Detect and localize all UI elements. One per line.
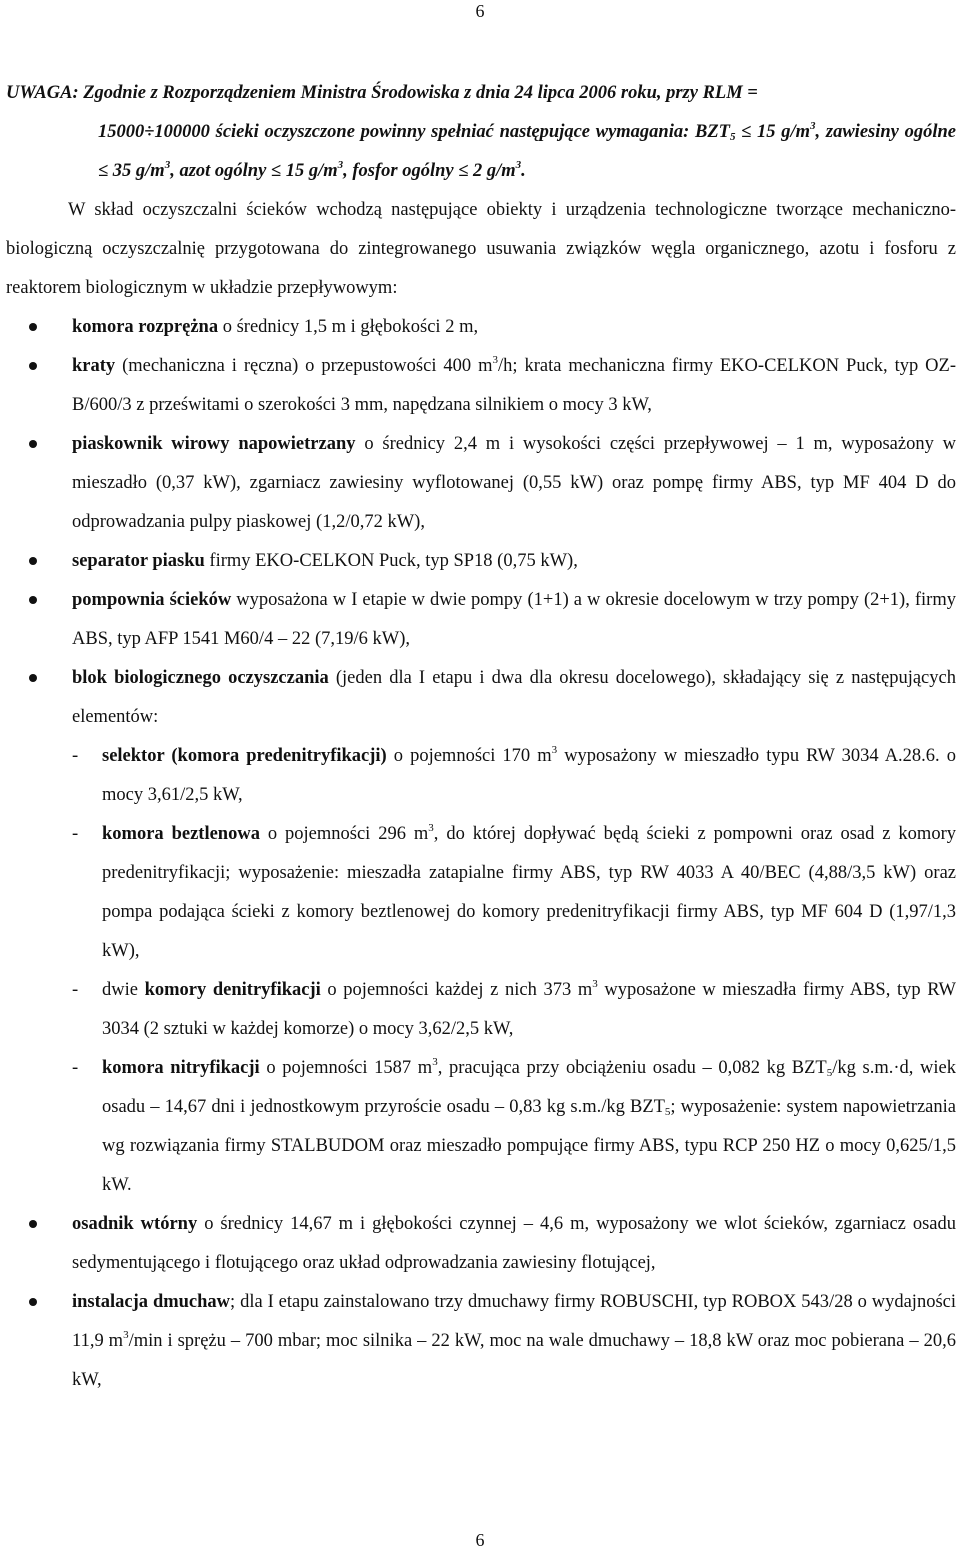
list-item-kraty: kraty (mechaniczna i ręczna) o przepustowości 400 $m^3/h$; krata mechaniczna firmy EKO-CELKON Puck, typ OZ-B/600/3 z prześwitami o szerokości 3 mm, napędzana silnikiem o mocy 3 kW, [6, 347, 956, 425]
sublist-item-selektor: - selektor (komora predenitryfikacji) o pojemności 170 $m^3$ wyposażony w mieszadło typu RW 3034 A.28.6. o mocy 3,61/2,5 kW, [72, 737, 956, 815]
regulation-note-rest: 15000÷100000 ścieki oczyszczone powinny spełniać następujące wymagania: $BZT_5 \le 15$ $g/m^3$, zawiesiny ogólne ≤ 35 $g/m^3$, azot ogólny ≤ 15 $g/m^3$, fosfor ogólny ≤ 2 $g/m^3$. [98, 120, 956, 181]
facility-list [6, 308, 956, 1400]
regulation-note [6, 74, 956, 191]
page-number-top: 6 [475, 1, 485, 21]
dash-icon: - [72, 746, 79, 766]
bullet-icon [29, 362, 37, 370]
regulation-note-line1: UWAGA: Zgodnie z Rozporządzeniem Ministra Środowiska z dnia 24 lipca 2006 roku, przy RLM = [6, 83, 758, 103]
bullet-icon [29, 596, 37, 604]
bullet-icon [29, 674, 37, 682]
blok-sublist [72, 737, 956, 1205]
intro-paragraph: W skład oczyszczalni ścieków wchodzą następujące obiekty i urządzenia technologiczne tworzące mechaniczno-biologiczną oczyszczalnię przygotowana do zintegrowanego usuwania związków węgla organicznego, azotu i fosforu z reaktorem biologicznym w układzie przepływowym: [6, 200, 956, 298]
list-item-piaskownik: piaskownik wirowy napowietrzany o średnicy 2,4 m i wysokości części przepływowej – 1 m, wyposażony w mieszadło (0,37 kW), zgarniacz zawiesiny wyflotowanej (0,55 kW) oraz pompę firmy ABS, typ MF 404 D do odprowadzania pulpy piaskowej (1,2/0,72 kW), [6, 425, 956, 542]
dash-icon: - [72, 980, 79, 1000]
sublist-item-denitryfikacji: - dwie komory denitryfikacji o pojemności każdej z nich 373 $m^3$ wyposażone w mieszadła firmy ABS, typ RW 3034 (2 sztuki w każdej komorze) o mocy 3,62/2,5 kW, [72, 971, 956, 1049]
bullet-icon [29, 1298, 37, 1306]
sublist-item-beztlenowa: - komora beztlenowa o pojemności 296 $m^3$, do której dopływać będą ścieki z pompowni oraz osad z komory predenitryfikacji; wyposażenie: mieszadła zatapialne firmy ABS, typ RW 4033 A 40/BEC (4,88/3,5 kW) oraz pompa podająca ścieki z komory beztlenowej do komory predenitryfikacji firmy ABS, typ MF 604 D (1,97/1,3 kW), [72, 815, 956, 971]
bullet-icon [29, 557, 37, 565]
bullet-icon [29, 323, 37, 331]
sublist-item-nitryfikacji: - komora nitryfikacji o pojemności 1587 $m^3$, pracująca przy obciążeniu osadu – 0,082 kg $BZT_5/kg$ s.m.·d, wiek osadu – 14,67 dni i jednostkowym przyroście osadu – 0,83 kg s.m./kg $BZT_5$; wyposażenie: system napowietrzania wg rozwiązania firmy STALBUDOM oraz mieszadło pompujące firmy ABS, typu RCP 250 HZ o mocy 0,625/1,5 kW. [72, 1049, 956, 1205]
list-item-pompownia: pompownia ścieków wyposażona w I etapie w dwie pompy (1+1) a w okresie docelowym w trzy pompy (2+1), firmy ABS, typ AFP 1541 M60/4 – 22 (7,19/6 kW), [6, 581, 956, 659]
bullet-icon [29, 440, 37, 448]
list-item-osadnik: osadnik wtórny o średnicy 14,67 m i głębokości czynnej – 4,6 m, wyposażony we wlot ścieków, zgarniacz osadu sedymentującego i flotującego oraz układ odprowadzania zawiesiny flotującej, [6, 1205, 956, 1283]
dash-icon: - [72, 1058, 79, 1078]
bullet-icon [29, 1220, 37, 1228]
page-number-bottom: 6 [475, 1530, 485, 1550]
list-item-komora: komora rozprężna o średnicy 1,5 m i głębokości 2 m, [6, 308, 956, 347]
dash-icon: - [72, 824, 79, 844]
list-item-dmuchaw: instalacja dmuchaw; dla I etapu zainstalowano trzy dmuchawy firmy ROBUSCHI, typ ROBOX 543/28 o wydajności 11,9 $m^3/\min$ i sprężu – 700 mbar; moc silnika – 22 kW, moc na wale dmuchawy – 18,8 kW oraz moc pobierana – 20,6 kW, [6, 1283, 956, 1400]
list-item-blok: blok biologicznego oczyszczania (jeden dla I etapu i dwa dla okresu docelowego), składający się z następujących elementów: - selektor (komora predenitryfikacji) o pojemności 170 $m^3$ wyposażony w mieszadło typu RW 3034 A.28.6. o mocy 3,61/2,5 kW, - komora beztlenowa o pojemności 296 $m^3$, do której dopływać będą ścieki z pompowni oraz osad z komory predenitryfikacji; wyposażenie: mieszadła zatapialne firmy ABS, typ RW 4033 A 40/BEC (4,88/3,5 kW) oraz pompa podająca ścieki z komory beztlenowej do komory predenitryfikacji firmy ABS, typ MF 604 D (1,97/1,3 kW), - dwie komory denitryfikacji o pojemności każdej z nich 373 $m^3$ wyposażone w mieszadła firmy ABS, typ RW 3034 (2 sztuki w każdej komorze) o mocy 3,62/2,5 kW, - komora nitryfikacji o pojemności 1587 $m^3$, pracująca przy obciążeniu osadu – 0,082 kg $BZT_5/kg$ s.m.·d, wiek osadu – 14,67 dni i jednostkowym przyroście osadu – 0,83 kg s.m./kg $BZT_5$; wyposażenie: system napowietrzania wg rozwiązania firmy STALBUDOM oraz mieszadło pompujące firmy ABS, typu RCP 250 HZ o mocy 0,625/1,5 kW. [6, 659, 956, 1205]
document-body [6, 74, 956, 1400]
list-item-separator: separator piasku firmy EKO-CELKON Puck, typ SP18 (0,75 kW), [6, 542, 956, 581]
